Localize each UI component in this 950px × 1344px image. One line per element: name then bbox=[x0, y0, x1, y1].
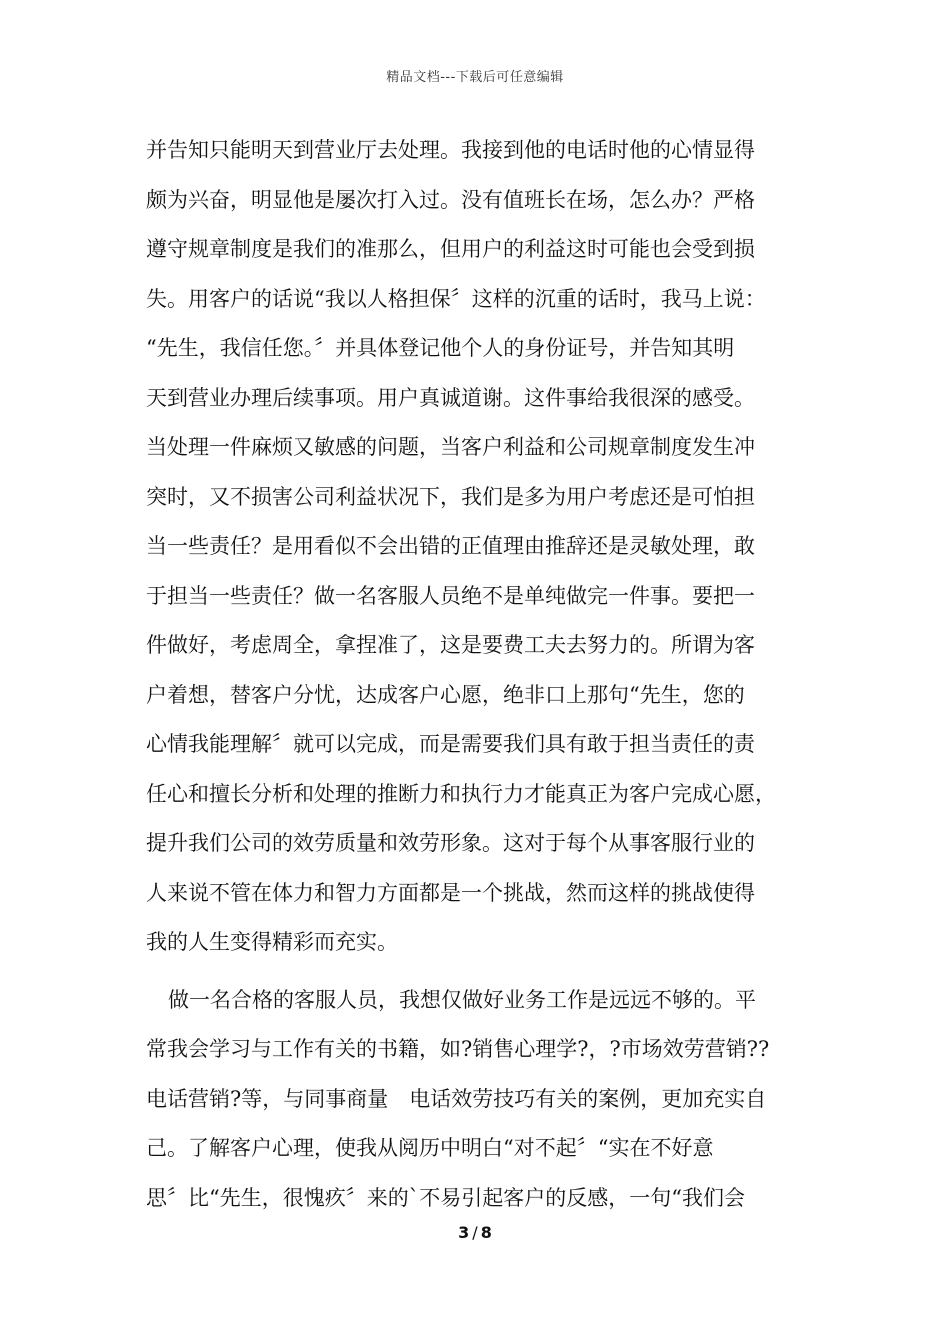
page-header bbox=[0, 66, 950, 85]
page-separator: / bbox=[472, 1223, 478, 1242]
current-page: 3 bbox=[458, 1223, 470, 1242]
text-line: 于担当一些责任？做一名客服人员绝不是单纯做完一件事。要把一 bbox=[146, 583, 755, 608]
text-line: 当处理一件麻烦又敏感的问题，当客户利益和公司规章制度发生冲 bbox=[146, 435, 755, 459]
text-line: 人来说不管在体力和智力方面都是一个挑战，然而这样的挑战使得 bbox=[146, 880, 755, 905]
text-line: 常我会学习与工作有关的书籍，如?销售心理学?，?市场效劳营销?? bbox=[146, 1037, 770, 1061]
text-line: “先生，我信任您。〞并具体登记他个人的身份证号，并告知其明 bbox=[146, 336, 735, 360]
text-line: 提升我们公司的效劳质量和效劳形象。这对于每个从事客服行业的 bbox=[146, 831, 755, 855]
text-line: 我的人生变得精彩而充实。 bbox=[146, 930, 398, 954]
text-line: 并告知只能明天到营业厅去处理。我接到他的电话时他的心情显得 bbox=[146, 138, 755, 162]
text-line: 心情我能理解〞就可以完成，而是需要我们具有敢于担当责任的责 bbox=[146, 732, 755, 756]
text-line: 颇为兴奋，明显他是屡次打入过。没有值班长在场，怎么办？严格 bbox=[146, 187, 755, 212]
text-line: 己。了解客户心理，使我从阅历中明白“对不起〞“实在不好意 bbox=[146, 1136, 714, 1160]
text-line: 失。用客户的话说“我以人格担保〞这样的沉重的话时，我马上说： bbox=[146, 286, 766, 311]
text-line: 当一些责任？是用看似不会出错的正值理由推辞还是灵敏处理，敢 bbox=[146, 534, 755, 558]
text-line: 户着想，替客户分忧，达成客户心愿，绝非口上那句“先生，您的 bbox=[146, 682, 745, 707]
text-line: 件做好，考虑周全，拿捏准了，这是要费工夫去努力的。所谓为客 bbox=[146, 633, 755, 657]
total-pages: 8 bbox=[480, 1223, 492, 1242]
header-text: 精品文档---下载后可任意编辑 bbox=[386, 70, 564, 85]
paragraph-start-line: 做一名合格的客服人员，我想仅做好业务工作是远远不够的。平 bbox=[168, 987, 756, 1012]
text-line: 任心和擅长分析和处理的推断力和执行力才能真正为客户完成心愿， bbox=[146, 781, 776, 806]
page-number bbox=[0, 1223, 950, 1242]
text-line: 电话营销?等，与同事商量 电话效劳技巧有关的案例，更加充实自 bbox=[146, 1086, 767, 1111]
text-line: 遵守规章制度是我们的准那么，但用户的利益这时可能也会受到损 bbox=[146, 237, 755, 261]
document-body bbox=[146, 126, 806, 1223]
text-line: 思〞比“先生，很愧疚〞来的`不易引起客户的反感，一句“我们会 bbox=[146, 1185, 745, 1210]
text-line: 天到营业办理后续事项。用户真诚道谢。这件事给我很深的感受。 bbox=[146, 385, 755, 410]
text-line: 突时，又不损害公司利益状况下，我们是多为用户考虑还是可怕担 bbox=[146, 484, 755, 509]
